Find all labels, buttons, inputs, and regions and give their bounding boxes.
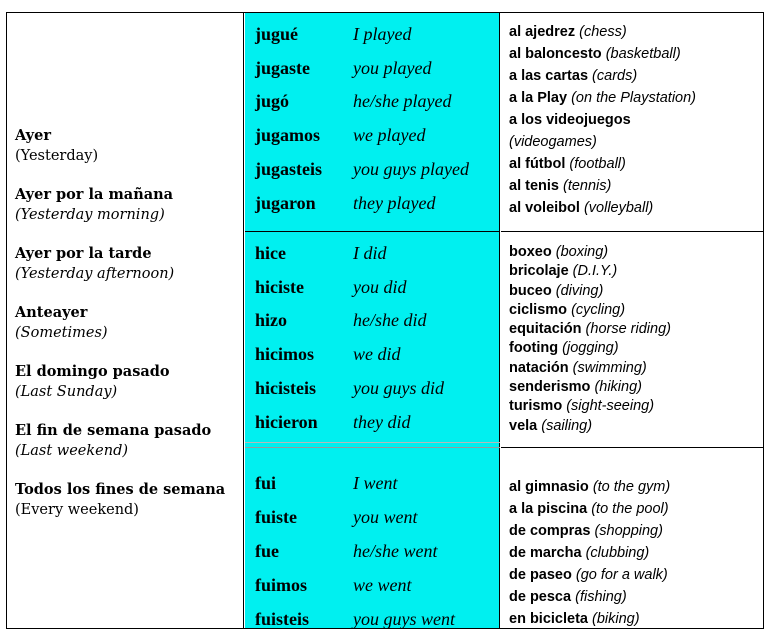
vocabulary-table	[6, 12, 764, 629]
verb-form: jugó	[255, 91, 290, 111]
activity-spanish: natación	[509, 359, 569, 376]
conjugation-row	[255, 540, 500, 574]
verb-meaning: they did	[353, 412, 411, 432]
activity-spanish: en bicicleta	[509, 611, 588, 627]
verb-form: jugamos	[255, 125, 321, 145]
activity-english: (horse riding)	[585, 321, 671, 338]
activity-english: (shopping)	[594, 523, 663, 539]
activity-item	[509, 43, 696, 65]
activity-english: (biking)	[592, 611, 640, 627]
verb-form: fuiste	[255, 507, 297, 527]
conjugation-row	[255, 23, 500, 57]
activity-spanish: a los videojuegos	[509, 112, 631, 128]
verb-form: hice	[255, 243, 286, 263]
activity-english: (diving)	[555, 282, 604, 299]
time-expressions-column	[7, 13, 244, 628]
verb-form: hizo	[255, 310, 288, 330]
time-expression	[15, 126, 240, 185]
activity-english: (cycling)	[571, 301, 626, 318]
activity-english: (football)	[569, 156, 626, 172]
verb-conjugations-column	[245, 13, 500, 628]
activity-item	[509, 243, 671, 262]
conjugation-row	[255, 343, 500, 377]
activity-item	[509, 608, 670, 630]
time-expression-spanish: El fin de semana pasado	[15, 422, 212, 439]
activity-item	[509, 320, 671, 339]
time-expression-spanish: Ayer por la tarde	[15, 245, 152, 262]
activity-english: (sailing)	[541, 417, 593, 434]
activity-english: (volleyball)	[583, 200, 654, 216]
verb-meaning: you guys played	[353, 159, 469, 179]
verb-meaning: you played	[353, 58, 432, 78]
time-expression-english: (Last Sunday)	[15, 384, 118, 400]
conjugation-row	[255, 158, 500, 192]
verb-block-ir	[245, 447, 500, 629]
activity-item	[509, 153, 696, 175]
activity-item	[509, 476, 670, 498]
verb-meaning: you did	[353, 277, 407, 297]
verb-meaning: you guys did	[353, 378, 444, 398]
activity-english: (boxing)	[555, 244, 609, 260]
activity-item	[509, 301, 671, 320]
verb-meaning: they played	[353, 193, 436, 213]
activity-spanish: boxeo	[509, 244, 552, 260]
activity-list	[509, 476, 670, 630]
verb-meaning: he/she played	[353, 91, 452, 111]
activity-spanish: turismo	[509, 398, 563, 415]
activity-spanish: al tenis	[509, 178, 559, 194]
time-expression	[15, 480, 240, 539]
activity-spanish: de paseo	[509, 567, 572, 583]
verb-meaning: we did	[353, 344, 401, 364]
activity-english: (on the Playstation)	[571, 90, 697, 106]
activity-list	[509, 243, 671, 436]
time-expression-spanish: Todos los fines de semana	[15, 481, 226, 498]
activity-item	[509, 131, 696, 153]
verb-meaning: I played	[353, 24, 412, 44]
time-expression-english: (Last weekend)	[15, 443, 129, 459]
verb-meaning: we played	[353, 125, 426, 145]
activity-english: (go for a walk)	[575, 567, 668, 583]
verb-form: fuisteis	[255, 609, 309, 629]
activity-english: (D.I.Y.)	[572, 263, 618, 280]
verb-meaning: we went	[353, 575, 412, 595]
activity-item	[509, 564, 670, 586]
activity-english: (clubbing)	[585, 545, 650, 561]
activity-item	[509, 65, 696, 87]
activity-item	[509, 359, 671, 378]
activity-item	[509, 87, 696, 109]
activity-item	[509, 417, 671, 436]
activity-spanish: ciclismo	[509, 301, 568, 318]
verb-meaning: he/she went	[353, 541, 438, 561]
divider	[245, 442, 500, 443]
activity-item	[509, 21, 696, 43]
conjugation-row	[255, 472, 500, 506]
time-expression-english: (Yesterday afternoon)	[15, 266, 175, 282]
activity-spanish: bricolaje	[509, 263, 569, 280]
time-expression	[15, 303, 240, 362]
activity-english: (tennis)	[563, 178, 612, 194]
time-expression	[15, 421, 240, 480]
activity-list	[509, 21, 696, 219]
activity-item	[509, 339, 671, 358]
verb-form: jugaste	[255, 58, 310, 78]
activities-column	[501, 13, 763, 628]
time-expression-english: (Sometimes)	[15, 325, 108, 341]
activity-spanish: de marcha	[509, 545, 582, 561]
conjugation-row	[255, 574, 500, 608]
activity-english: (basketball)	[605, 46, 681, 62]
activity-english: (sight-seeing)	[566, 398, 655, 415]
activity-spanish: al ajedrez	[509, 24, 576, 40]
activity-spanish: al baloncesto	[509, 46, 602, 62]
verb-block-hacer	[245, 231, 500, 442]
activity-spanish: al fútbol	[509, 156, 566, 172]
activity-english: (chess)	[579, 24, 627, 40]
conjugation-row	[255, 411, 500, 445]
verb-block-jugar	[245, 13, 500, 230]
conjugation-row	[255, 90, 500, 124]
verb-form: jugaron	[255, 193, 316, 213]
activity-english: (to the gym)	[592, 479, 671, 495]
activity-spanish: senderismo	[509, 379, 591, 396]
activity-spanish: al gimnasio	[509, 479, 589, 495]
verb-form: fui	[255, 473, 277, 493]
verb-form: hicisteis	[255, 378, 316, 398]
activity-spanish: a la piscina	[509, 501, 588, 517]
verb-form: fuimos	[255, 575, 308, 595]
time-expression-english: (Every weekend)	[15, 502, 139, 518]
activity-item	[509, 520, 670, 542]
verb-form: jugué	[255, 24, 299, 44]
time-expression-spanish: Ayer	[15, 127, 51, 144]
activity-item	[509, 262, 671, 281]
activity-spanish: al voleibol	[509, 200, 580, 216]
activity-spanish: footing	[509, 340, 559, 357]
conjugation-row	[255, 377, 500, 411]
activity-english: (videogames)	[509, 134, 597, 150]
activity-item	[509, 542, 670, 564]
activity-item	[509, 586, 670, 608]
activity-english: (jogging)	[562, 340, 619, 357]
conjugation-row	[255, 192, 500, 226]
verb-form: hicimos	[255, 344, 315, 364]
time-expression	[15, 362, 240, 421]
verb-meaning: I did	[353, 243, 387, 263]
verb-meaning: you guys went	[353, 609, 455, 629]
activity-english: (swimming)	[572, 359, 647, 376]
verb-meaning: you went	[353, 507, 418, 527]
activity-spanish: vela	[509, 417, 538, 434]
activity-item	[509, 282, 671, 301]
activity-spanish: equitación	[509, 321, 582, 338]
time-expression-english: (Yesterday)	[15, 148, 99, 164]
verb-form: hiciste	[255, 277, 304, 297]
time-expression-spanish: El domingo pasado	[15, 363, 170, 380]
activity-english: (hiking)	[594, 379, 642, 396]
activities-ir	[501, 447, 763, 629]
verb-meaning: I went	[353, 473, 398, 493]
verb-form: hicieron	[255, 412, 318, 432]
activities-hacer	[501, 231, 763, 448]
time-expression-spanish: Ayer por la mañana	[15, 186, 174, 203]
conjugation-row	[255, 124, 500, 158]
verb-form: fue	[255, 541, 279, 561]
conjugation-row	[255, 57, 500, 91]
activity-english: (to the pool)	[591, 501, 669, 517]
conjugation-row	[255, 242, 500, 276]
time-expression	[15, 185, 240, 244]
activity-spanish: buceo	[509, 282, 552, 299]
conjugation-row	[255, 309, 500, 343]
time-expressions-list	[15, 126, 240, 539]
time-expression-english: (Yesterday morning)	[15, 207, 165, 223]
verb-meaning: he/she did	[353, 310, 427, 330]
activity-item	[509, 378, 671, 397]
activity-item	[509, 498, 670, 520]
activity-item	[509, 175, 696, 197]
activity-spanish: a la Play	[509, 90, 568, 106]
activity-english: (fishing)	[575, 589, 627, 605]
conjugation-row	[255, 276, 500, 310]
activity-item	[509, 109, 696, 131]
activity-spanish: de pesca	[509, 589, 572, 605]
activity-spanish: de compras	[509, 523, 591, 539]
activity-item	[509, 197, 696, 219]
conjugation-row	[255, 608, 500, 642]
activity-spanish: a las cartas	[509, 68, 589, 84]
verb-form: jugasteis	[255, 159, 322, 179]
activity-item	[509, 397, 671, 416]
conjugation-row	[255, 506, 500, 540]
activity-english: (cards)	[592, 68, 638, 84]
activities-jugar	[501, 13, 763, 231]
time-expression	[15, 244, 240, 303]
time-expression-spanish: Anteayer	[15, 304, 88, 321]
